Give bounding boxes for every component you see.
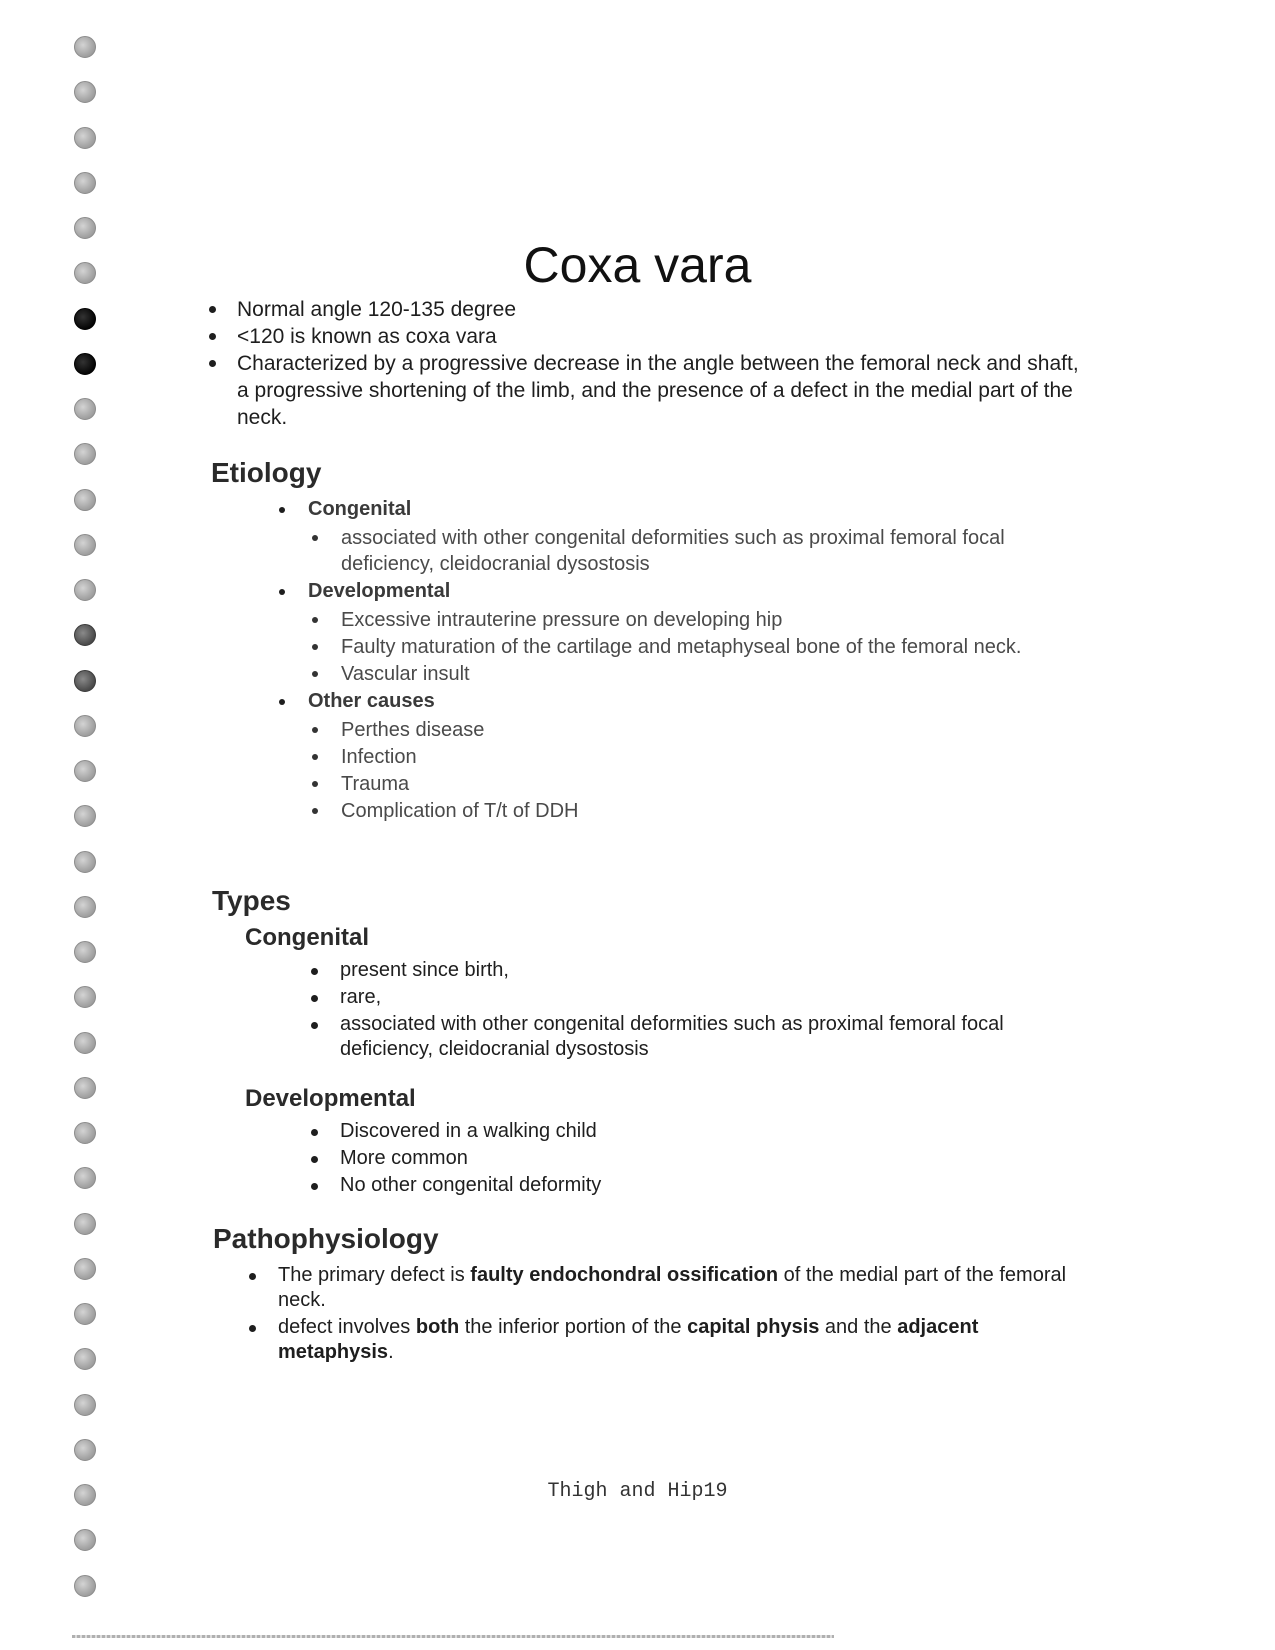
binder-hole xyxy=(74,1439,96,1461)
list-item: Excessive intrauterine pressure on developing hip xyxy=(308,607,1076,633)
binder-hole xyxy=(74,398,96,420)
group-label: Other causes xyxy=(308,690,435,712)
list-item: Complication of T/t of DDH xyxy=(308,798,1076,824)
page-footer: Thigh and Hip19 xyxy=(547,1480,728,1503)
binder-hole xyxy=(74,986,96,1008)
binder-hole xyxy=(74,443,96,465)
binder-hole xyxy=(74,760,96,782)
binder-hole xyxy=(74,1122,96,1144)
list-item: Trauma xyxy=(308,771,1076,797)
intro-section xyxy=(205,296,1085,431)
list-item: Faulty maturation of the cartilage and metaphyseal bone of the femoral neck. xyxy=(308,634,1076,660)
text-run: of the medial part of the femoral neck. xyxy=(278,1264,1067,1311)
binder-hole xyxy=(74,1077,96,1099)
binder-hole xyxy=(74,353,96,375)
types-congenital-heading: Congenital xyxy=(245,924,369,951)
list-item: associated with other congenital deformities such as proximal femoral focal deficiency, cleidocranial dysostosis xyxy=(308,525,1076,577)
intro-list xyxy=(205,296,1085,431)
types-congenital-section xyxy=(308,958,1048,1064)
binder-hole xyxy=(74,941,96,963)
bold-run: both xyxy=(415,1316,460,1338)
types-heading: Types xyxy=(212,885,291,916)
list-item: More common xyxy=(308,1146,1048,1171)
text-run: defect involves xyxy=(278,1316,416,1338)
text-run: The primary defect is xyxy=(278,1264,471,1286)
types-developmental-heading: Developmental xyxy=(245,1085,416,1112)
list-item: rare, xyxy=(308,985,1048,1010)
etiology-heading: Etiology xyxy=(211,457,322,488)
binder-hole xyxy=(74,579,96,601)
text-run: the inferior portion of the xyxy=(459,1316,688,1338)
bold-run: faulty endochondral ossification xyxy=(470,1264,779,1286)
binder-hole xyxy=(74,1213,96,1235)
binder-hole xyxy=(74,81,96,103)
binder-hole xyxy=(74,896,96,918)
binder-hole xyxy=(74,172,96,194)
list-item: Vascular insult xyxy=(308,661,1076,687)
list-item xyxy=(246,1263,1076,1313)
list-item: Discovered in a walking child xyxy=(308,1119,1048,1144)
etiology-group xyxy=(276,578,1076,687)
bold-run: capital physis xyxy=(687,1316,820,1338)
etiology-group xyxy=(276,496,1076,577)
bold-run: adjacent metaphysis xyxy=(278,1316,979,1363)
binder-hole xyxy=(74,308,96,330)
list-item: Characterized by a progressive decrease in the angle between the femoral neck and shaft, a progressive shortening of the limb, and the presence of a defect in the medial part of the neck. xyxy=(205,350,1085,431)
binder-hole xyxy=(74,1529,96,1551)
list-item: No other congenital deformity xyxy=(308,1173,1048,1198)
text-run: and the xyxy=(819,1316,898,1338)
developmental-list xyxy=(308,1119,1048,1198)
binder-hole xyxy=(74,1394,96,1416)
group-label: Congenital xyxy=(308,498,412,520)
list-item: Normal angle 120-135 degree xyxy=(205,296,1085,323)
group-label: Developmental xyxy=(308,580,451,602)
binder-hole xyxy=(74,127,96,149)
list-item: Perthes disease xyxy=(308,717,1076,743)
binder-hole xyxy=(74,1032,96,1054)
etiology-section xyxy=(276,496,1076,825)
page-title: Coxa vara xyxy=(523,237,752,293)
text-run: . xyxy=(388,1341,394,1363)
list-item xyxy=(246,1315,1076,1365)
pathophysiology-section xyxy=(246,1263,1076,1367)
binder-hole xyxy=(74,624,96,646)
binder-hole xyxy=(74,36,96,58)
pathophysiology-heading: Pathophysiology xyxy=(213,1223,439,1254)
binder-hole xyxy=(74,670,96,692)
types-developmental-section xyxy=(308,1119,1048,1200)
binder-hole xyxy=(74,715,96,737)
binder-hole xyxy=(74,851,96,873)
etiology-group xyxy=(276,688,1076,824)
binder-hole xyxy=(74,1575,96,1597)
list-item: Infection xyxy=(308,744,1076,770)
group-items xyxy=(308,717,1076,824)
binder-hole xyxy=(74,1167,96,1189)
etiology-list xyxy=(276,496,1076,824)
list-item: present since birth, xyxy=(308,958,1048,983)
binder-hole xyxy=(74,1348,96,1370)
group-items xyxy=(308,525,1076,577)
binder-hole xyxy=(74,1258,96,1280)
list-item: associated with other congenital deformities such as proximal femoral focal deficiency, cleidocranial dysostosis xyxy=(308,1012,1048,1062)
group-items xyxy=(308,607,1076,687)
binder-hole xyxy=(74,805,96,827)
list-item: <120 is known as coxa vara xyxy=(205,323,1085,350)
scan-edge-line xyxy=(72,1635,834,1638)
binder-hole xyxy=(74,534,96,556)
congenital-list xyxy=(308,958,1048,1062)
binder-hole xyxy=(74,1303,96,1325)
pathophysiology-list xyxy=(246,1263,1076,1365)
binder-hole xyxy=(74,489,96,511)
